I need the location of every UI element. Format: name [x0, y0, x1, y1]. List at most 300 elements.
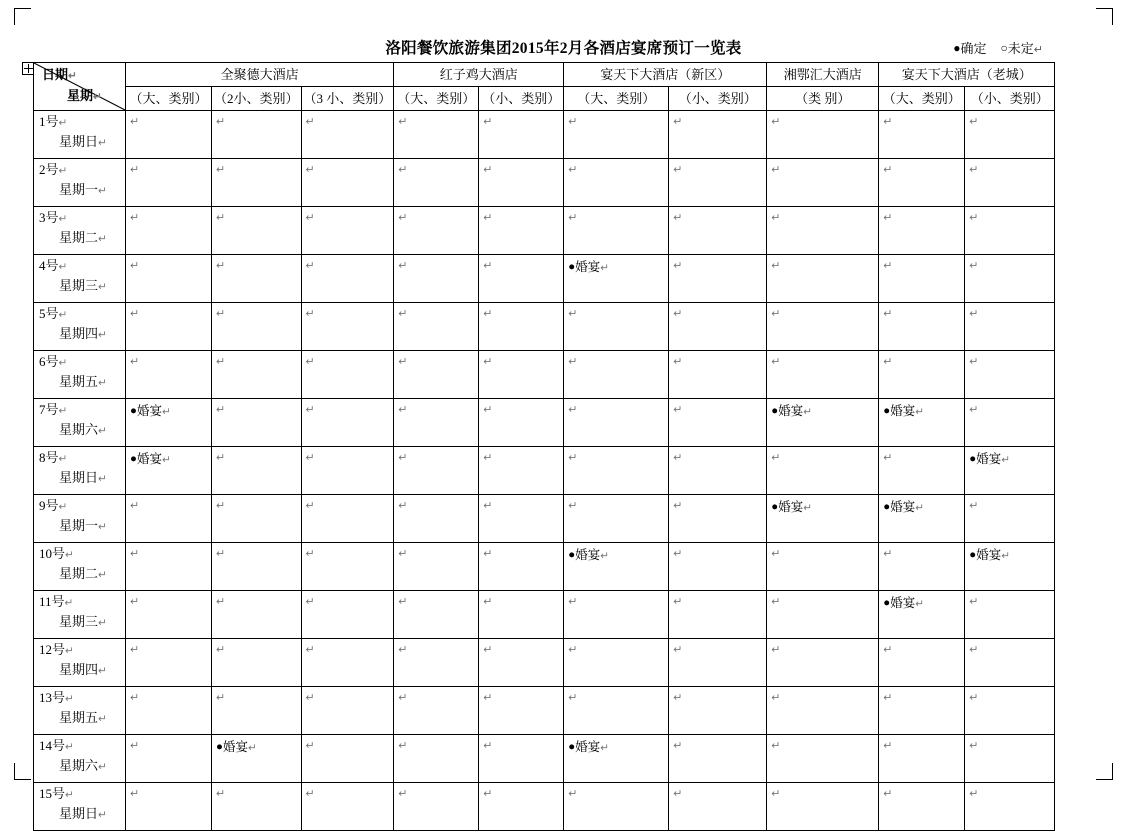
- paragraph-mark-icon: ↵: [883, 356, 893, 368]
- crop-mark-bottom-right: [1096, 763, 1113, 780]
- paragraph-mark-icon: ↵: [130, 500, 140, 512]
- table-row: [34, 783, 1055, 831]
- corner-date-label: 日期↵: [42, 67, 77, 82]
- booking-cell-empty[interactable]: [301, 399, 394, 447]
- booking-entry: ●婚宴↵: [883, 596, 925, 610]
- booking-cell-filled[interactable]: [879, 495, 965, 543]
- booking-cell-empty[interactable]: [212, 639, 302, 687]
- booking-cell-empty[interactable]: [479, 543, 564, 591]
- booking-cell-empty[interactable]: [301, 207, 394, 255]
- paragraph-mark-icon: ↵: [305, 596, 315, 608]
- paragraph-mark-icon: ↵: [771, 116, 781, 128]
- booking-cell-empty[interactable]: [212, 159, 302, 207]
- paragraph-mark-icon: ↵: [216, 596, 226, 608]
- booking-cell-empty[interactable]: [564, 351, 669, 399]
- booking-cell-empty[interactable]: [767, 687, 879, 735]
- paragraph-mark-icon: ↵: [673, 548, 683, 560]
- booking-cell-empty[interactable]: [669, 639, 767, 687]
- booking-cell-empty[interactable]: [301, 159, 394, 207]
- paragraph-mark-icon: ↵: [969, 260, 979, 272]
- group-header-quanjude: 全聚德大酒店: [126, 63, 394, 87]
- booking-cell-empty[interactable]: [126, 783, 212, 831]
- booking-cell-empty[interactable]: [879, 543, 965, 591]
- booking-cell-empty[interactable]: [126, 687, 212, 735]
- booking-cell-empty[interactable]: [965, 351, 1055, 399]
- booking-cell-empty[interactable]: [394, 111, 479, 159]
- booking-entry: ●婚宴↵: [130, 404, 171, 418]
- paragraph-mark-icon: ↵: [130, 356, 140, 368]
- booking-entry: ●婚宴↵: [130, 452, 171, 466]
- paragraph-mark-icon: ↵: [568, 788, 578, 800]
- paragraph-mark-icon: ↵: [483, 644, 493, 656]
- paragraph-mark-icon: ↵: [305, 308, 315, 320]
- booking-cell-empty[interactable]: [564, 687, 669, 735]
- booking-cell-empty[interactable]: [965, 735, 1055, 783]
- row-date-cell: [34, 159, 126, 207]
- booking-cell-empty[interactable]: [879, 159, 965, 207]
- booking-cell-empty[interactable]: [669, 207, 767, 255]
- row-weekday-label: 星期日↵: [59, 470, 107, 486]
- booking-cell-empty[interactable]: [767, 111, 879, 159]
- booking-cell-empty[interactable]: [126, 255, 212, 303]
- subheader-5: （大、类别）: [564, 87, 669, 111]
- booking-cell-empty[interactable]: [669, 783, 767, 831]
- booking-cell-empty[interactable]: [879, 303, 965, 351]
- confirmed-dot-icon: ●: [568, 741, 576, 753]
- paragraph-mark-icon: ↵: [216, 164, 226, 176]
- paragraph-mark-icon: ↵: [969, 116, 979, 128]
- booking-cell-empty[interactable]: [394, 447, 479, 495]
- paragraph-mark-icon: ↵: [216, 692, 226, 704]
- booking-cell-empty[interactable]: [669, 351, 767, 399]
- booking-cell-empty[interactable]: [965, 591, 1055, 639]
- booking-cell-empty[interactable]: [301, 351, 394, 399]
- booking-cell-empty[interactable]: [212, 543, 302, 591]
- confirmed-dot-icon: ●: [969, 453, 977, 465]
- booking-cell-empty[interactable]: [879, 783, 965, 831]
- booking-cell-empty[interactable]: [479, 735, 564, 783]
- booking-cell-empty[interactable]: [767, 639, 879, 687]
- booking-cell-empty[interactable]: [394, 687, 479, 735]
- paragraph-mark-icon: ↵: [483, 404, 493, 416]
- header-sub-row: [34, 87, 1055, 111]
- booking-cell-empty[interactable]: [479, 687, 564, 735]
- row-day-label: 6号↵: [39, 354, 68, 369]
- booking-cell-empty[interactable]: [301, 735, 394, 783]
- booking-cell-filled[interactable]: [212, 735, 302, 783]
- booking-cell-empty[interactable]: [394, 735, 479, 783]
- booking-cell-empty[interactable]: [479, 255, 564, 303]
- paragraph-mark-icon: ↵: [771, 692, 781, 704]
- row-weekday-label: 星期四↵: [59, 662, 107, 678]
- booking-cell-empty[interactable]: [879, 639, 965, 687]
- booking-cell-empty[interactable]: [479, 303, 564, 351]
- row-day-label: 2号↵: [39, 162, 68, 177]
- paragraph-mark-icon: ↵: [216, 260, 226, 272]
- booking-cell-empty[interactable]: [301, 303, 394, 351]
- paragraph-mark-icon: ↵: [883, 548, 893, 560]
- booking-cell-empty[interactable]: [126, 303, 212, 351]
- booking-cell-empty[interactable]: [126, 639, 212, 687]
- paragraph-mark-icon: ↵: [305, 692, 315, 704]
- booking-cell-empty[interactable]: [879, 207, 965, 255]
- booking-entry: ●婚宴↵: [568, 548, 610, 562]
- row-date-cell: [34, 735, 126, 783]
- booking-cell-empty[interactable]: [669, 447, 767, 495]
- paragraph-mark-icon: ↵: [771, 548, 781, 560]
- booking-cell-empty[interactable]: [767, 543, 879, 591]
- paragraph-mark-icon: ↵: [568, 308, 578, 320]
- booking-cell-empty[interactable]: [965, 495, 1055, 543]
- paragraph-mark-icon: ↵: [398, 404, 408, 416]
- crop-mark-bottom-left: [14, 763, 31, 780]
- paragraph-mark-icon: ↵: [398, 596, 408, 608]
- booking-cell-empty[interactable]: [394, 639, 479, 687]
- booking-cell-empty[interactable]: [394, 159, 479, 207]
- booking-cell-empty[interactable]: [479, 447, 564, 495]
- legend-confirmed-mark: ●: [953, 41, 961, 55]
- row-date-cell: [34, 255, 126, 303]
- table-row: [34, 159, 1055, 207]
- booking-cell-empty[interactable]: [669, 255, 767, 303]
- booking-cell-empty[interactable]: [669, 591, 767, 639]
- paragraph-mark-icon: ↵: [130, 692, 140, 704]
- table-row: [34, 495, 1055, 543]
- paragraph-mark-icon: ↵: [305, 260, 315, 272]
- booking-cell-empty[interactable]: [965, 399, 1055, 447]
- row-weekday-label: 星期一↵: [59, 182, 107, 198]
- paragraph-mark-icon: ↵: [771, 740, 781, 752]
- row-day-label: 8号↵: [39, 450, 68, 465]
- row-day-label: 9号↵: [39, 498, 68, 513]
- booking-cell-empty[interactable]: [767, 591, 879, 639]
- booking-cell-empty[interactable]: [394, 399, 479, 447]
- booking-cell-empty[interactable]: [767, 159, 879, 207]
- confirmed-dot-icon: ●: [883, 501, 891, 513]
- subheader-8: （大、类别）: [879, 87, 965, 111]
- paragraph-mark-icon: ↵: [883, 116, 893, 128]
- booking-cell-empty[interactable]: [669, 495, 767, 543]
- paragraph-mark-icon: ↵: [969, 644, 979, 656]
- booking-cell-empty[interactable]: [301, 111, 394, 159]
- legend-pending-label: 未定: [1007, 41, 1034, 56]
- booking-cell-filled[interactable]: [767, 495, 879, 543]
- paragraph-mark-icon: ↵: [216, 212, 226, 224]
- booking-cell-empty[interactable]: [126, 495, 212, 543]
- booking-cell-empty[interactable]: [965, 255, 1055, 303]
- booking-cell-filled[interactable]: [126, 399, 212, 447]
- booking-cell-empty[interactable]: [394, 303, 479, 351]
- row-weekday-label: 星期一↵: [59, 518, 107, 534]
- paragraph-mark-icon: ↵: [398, 212, 408, 224]
- table-row: [34, 735, 1055, 783]
- booking-cell-empty[interactable]: [126, 159, 212, 207]
- booking-cell-empty[interactable]: [564, 159, 669, 207]
- paragraph-mark-icon: ↵: [483, 740, 493, 752]
- booking-cell-empty[interactable]: [212, 591, 302, 639]
- booking-cell-empty[interactable]: [394, 495, 479, 543]
- booking-cell-empty[interactable]: [669, 687, 767, 735]
- paragraph-mark-icon: ↵: [216, 788, 226, 800]
- paragraph-mark-icon: ↵: [969, 356, 979, 368]
- confirmed-dot-icon: ●: [568, 261, 576, 273]
- booking-cell-empty[interactable]: [479, 207, 564, 255]
- booking-cell-empty[interactable]: [394, 591, 479, 639]
- paragraph-mark-icon: ↵: [216, 308, 226, 320]
- booking-cell-empty[interactable]: [564, 207, 669, 255]
- crop-mark-top-right: [1096, 8, 1113, 25]
- paragraph-mark-icon: ↵: [305, 116, 315, 128]
- paragraph-mark-icon: ↵: [305, 740, 315, 752]
- booking-cell-empty[interactable]: [212, 111, 302, 159]
- booking-cell-empty[interactable]: [212, 351, 302, 399]
- booking-cell-empty[interactable]: [301, 687, 394, 735]
- booking-cell-empty[interactable]: [394, 351, 479, 399]
- paragraph-mark-icon: ↵: [398, 740, 408, 752]
- booking-cell-empty[interactable]: [212, 399, 302, 447]
- table-row: [34, 447, 1055, 495]
- row-weekday-label: 星期五↵: [59, 374, 107, 390]
- confirmed-dot-icon: ●: [883, 405, 891, 417]
- booking-cell-empty[interactable]: [669, 543, 767, 591]
- booking-cell-empty[interactable]: [767, 303, 879, 351]
- table-header: [34, 63, 1055, 111]
- booking-cell-empty[interactable]: [564, 399, 669, 447]
- booking-cell-empty[interactable]: [669, 735, 767, 783]
- booking-cell-empty[interactable]: [879, 351, 965, 399]
- booking-cell-empty[interactable]: [126, 543, 212, 591]
- booking-cell-filled[interactable]: [879, 399, 965, 447]
- booking-cell-empty[interactable]: [479, 399, 564, 447]
- paragraph-mark-icon: ↵: [130, 308, 140, 320]
- booking-entry: ●婚宴↵: [969, 452, 1011, 466]
- confirmed-dot-icon: ●: [771, 405, 779, 417]
- booking-cell-empty[interactable]: [126, 111, 212, 159]
- crop-mark-top-left: [14, 8, 31, 25]
- booking-cell-empty[interactable]: [301, 543, 394, 591]
- booking-cell-empty[interactable]: [394, 543, 479, 591]
- paragraph-mark-icon: ↵: [771, 212, 781, 224]
- booking-cell-filled[interactable]: [767, 399, 879, 447]
- paragraph-mark-icon: ↵: [483, 596, 493, 608]
- paragraph-mark-icon: ↵: [483, 548, 493, 560]
- paragraph-mark-icon: ↵: [969, 164, 979, 176]
- paragraph-mark-icon: ↵: [771, 644, 781, 656]
- booking-cell-empty[interactable]: [126, 591, 212, 639]
- booking-cell-empty[interactable]: [479, 591, 564, 639]
- booking-cell-empty[interactable]: [879, 111, 965, 159]
- row-date-cell: [34, 399, 126, 447]
- booking-cell-empty[interactable]: [767, 207, 879, 255]
- paragraph-mark-icon: ↵: [568, 500, 578, 512]
- paragraph-mark-icon: ↵: [673, 308, 683, 320]
- subheader-1: （2小、类别）: [212, 87, 302, 111]
- row-day-label: 4号↵: [39, 258, 68, 273]
- row-weekday-label: 星期二↵: [59, 230, 107, 246]
- row-date-cell: [34, 543, 126, 591]
- paragraph-mark-icon: ↵: [483, 692, 493, 704]
- paragraph-mark-icon: ↵: [398, 548, 408, 560]
- booking-cell-empty[interactable]: [479, 495, 564, 543]
- subheader-0: （大、类别）: [126, 87, 212, 111]
- confirmed-dot-icon: ●: [130, 453, 137, 465]
- paragraph-mark-icon: ↵: [483, 308, 493, 320]
- booking-entry: ●婚宴↵: [969, 548, 1011, 562]
- row-weekday-label: 星期三↵: [59, 278, 107, 294]
- booking-cell-empty[interactable]: [767, 447, 879, 495]
- paragraph-mark-icon: ↵: [305, 164, 315, 176]
- row-weekday-label: 星期四↵: [59, 326, 107, 342]
- table-body: [34, 111, 1055, 831]
- booking-cell-empty[interactable]: [767, 783, 879, 831]
- row-day-label: 5号↵: [39, 306, 68, 321]
- booking-cell-empty[interactable]: [212, 687, 302, 735]
- booking-cell-empty[interactable]: [767, 255, 879, 303]
- booking-cell-empty[interactable]: [965, 687, 1055, 735]
- booking-cell-empty[interactable]: [212, 447, 302, 495]
- booking-cell-empty[interactable]: [301, 495, 394, 543]
- paragraph-mark-icon: ↵: [883, 452, 893, 464]
- row-day-label: 7号↵: [39, 402, 68, 417]
- booking-cell-empty[interactable]: [301, 447, 394, 495]
- paragraph-mark-icon: ↵: [130, 740, 140, 752]
- booking-cell-empty[interactable]: [965, 639, 1055, 687]
- row-date-cell: [34, 687, 126, 735]
- paragraph-mark-icon: ↵: [673, 260, 683, 272]
- booking-cell-empty[interactable]: [669, 303, 767, 351]
- paragraph-mark-icon: ↵: [130, 212, 140, 224]
- booking-cell-empty[interactable]: [879, 735, 965, 783]
- booking-cell-filled[interactable]: [879, 591, 965, 639]
- booking-cell-empty[interactable]: [564, 447, 669, 495]
- paragraph-mark-icon: ↵: [305, 404, 315, 416]
- legend-pending-mark: ○: [1000, 41, 1008, 55]
- row-date-cell: [34, 495, 126, 543]
- legend-confirmed-label: 确定: [960, 41, 987, 56]
- booking-cell-filled[interactable]: [965, 543, 1055, 591]
- booking-cell-empty[interactable]: [767, 735, 879, 783]
- booking-cell-empty[interactable]: [564, 111, 669, 159]
- booking-table: [33, 62, 1055, 831]
- paragraph-mark-icon: ↵: [568, 116, 578, 128]
- booking-cell-empty[interactable]: [479, 111, 564, 159]
- booking-cell-empty[interactable]: [126, 351, 212, 399]
- paragraph-mark-icon: ↵: [305, 212, 315, 224]
- booking-cell-empty[interactable]: [879, 255, 965, 303]
- booking-cell-empty[interactable]: [301, 783, 394, 831]
- subheader-6: （小、类别）: [669, 87, 767, 111]
- booking-cell-empty[interactable]: [669, 111, 767, 159]
- booking-cell-empty[interactable]: [564, 639, 669, 687]
- subheader-7: （类 别）: [767, 87, 879, 111]
- booking-cell-empty[interactable]: [564, 783, 669, 831]
- paragraph-mark-icon: ↵: [883, 260, 893, 272]
- paragraph-mark-icon: ↵: [969, 500, 979, 512]
- booking-cell-empty[interactable]: [965, 783, 1055, 831]
- paragraph-mark-icon: ↵: [305, 788, 315, 800]
- booking-cell-empty[interactable]: [212, 495, 302, 543]
- subheader-3: （大、类别）: [394, 87, 479, 111]
- booking-cell-empty[interactable]: [394, 783, 479, 831]
- booking-cell-empty[interactable]: [879, 687, 965, 735]
- booking-cell-empty[interactable]: [965, 111, 1055, 159]
- booking-cell-empty[interactable]: [564, 495, 669, 543]
- booking-cell-empty[interactable]: [879, 447, 965, 495]
- booking-cell-empty[interactable]: [767, 351, 879, 399]
- paragraph-mark-icon: ↵: [305, 356, 315, 368]
- booking-cell-empty[interactable]: [965, 303, 1055, 351]
- booking-cell-filled[interactable]: [564, 735, 669, 783]
- paragraph-mark-icon: ↵: [483, 356, 493, 368]
- booking-cell-empty[interactable]: [965, 159, 1055, 207]
- paragraph-mark-icon: ↵: [130, 548, 140, 560]
- row-day-label: 13号↵: [39, 690, 74, 705]
- row-weekday-label: 星期二↵: [59, 566, 107, 582]
- booking-cell-empty[interactable]: [212, 207, 302, 255]
- table-row: [34, 591, 1055, 639]
- booking-cell-empty[interactable]: [564, 303, 669, 351]
- table-row: [34, 207, 1055, 255]
- booking-cell-empty[interactable]: [965, 207, 1055, 255]
- booking-cell-empty[interactable]: [301, 591, 394, 639]
- subheader-9: （小、类别）: [965, 87, 1055, 111]
- paragraph-mark-icon: ↵: [568, 596, 578, 608]
- confirmed-dot-icon: ●: [771, 501, 779, 513]
- booking-cell-empty[interactable]: [301, 639, 394, 687]
- row-date-cell: [34, 303, 126, 351]
- paragraph-mark-icon: ↵: [398, 452, 408, 464]
- paragraph-mark-icon: ↵: [216, 452, 226, 464]
- booking-cell-empty[interactable]: [126, 207, 212, 255]
- booking-cell-empty[interactable]: [479, 159, 564, 207]
- row-weekday-label: 星期六↵: [59, 758, 107, 774]
- booking-cell-empty[interactable]: [126, 735, 212, 783]
- booking-cell-filled[interactable]: [564, 543, 669, 591]
- paragraph-mark-icon: ↵: [673, 644, 683, 656]
- booking-cell-empty[interactable]: [669, 159, 767, 207]
- paragraph-mark-icon: ↵: [483, 500, 493, 512]
- booking-cell-empty[interactable]: [669, 399, 767, 447]
- table-row: [34, 351, 1055, 399]
- paragraph-mark-icon: ↵: [305, 548, 315, 560]
- title-row: [0, 36, 1127, 58]
- booking-cell-empty[interactable]: [394, 255, 479, 303]
- corner-week-label: 星期↵: [67, 88, 102, 103]
- paragraph-mark-icon: ↵: [398, 260, 408, 272]
- paragraph-mark-icon: ↵: [771, 308, 781, 320]
- booking-entry: ●婚宴↵: [771, 404, 813, 418]
- booking-cell-empty[interactable]: [479, 783, 564, 831]
- booking-cell-empty[interactable]: [479, 351, 564, 399]
- booking-cell-filled[interactable]: [965, 447, 1055, 495]
- booking-cell-empty[interactable]: [394, 207, 479, 255]
- row-date-cell: [34, 447, 126, 495]
- paragraph-mark-icon: ↵: [673, 788, 683, 800]
- paragraph-mark-icon: ↵: [673, 356, 683, 368]
- booking-cell-empty[interactable]: [212, 255, 302, 303]
- paragraph-mark-icon: ↵: [398, 500, 408, 512]
- group-header-xiangehui: 湘鄂汇大酒店: [767, 63, 879, 87]
- paragraph-mark-icon: ↵: [483, 452, 493, 464]
- booking-cell-empty[interactable]: [212, 783, 302, 831]
- booking-cell-filled[interactable]: [564, 255, 669, 303]
- row-weekday-label: 星期三↵: [59, 614, 107, 630]
- booking-cell-empty[interactable]: [564, 591, 669, 639]
- booking-cell-empty[interactable]: [212, 303, 302, 351]
- booking-cell-empty[interactable]: [479, 639, 564, 687]
- booking-cell-empty[interactable]: [301, 255, 394, 303]
- booking-cell-filled[interactable]: [126, 447, 212, 495]
